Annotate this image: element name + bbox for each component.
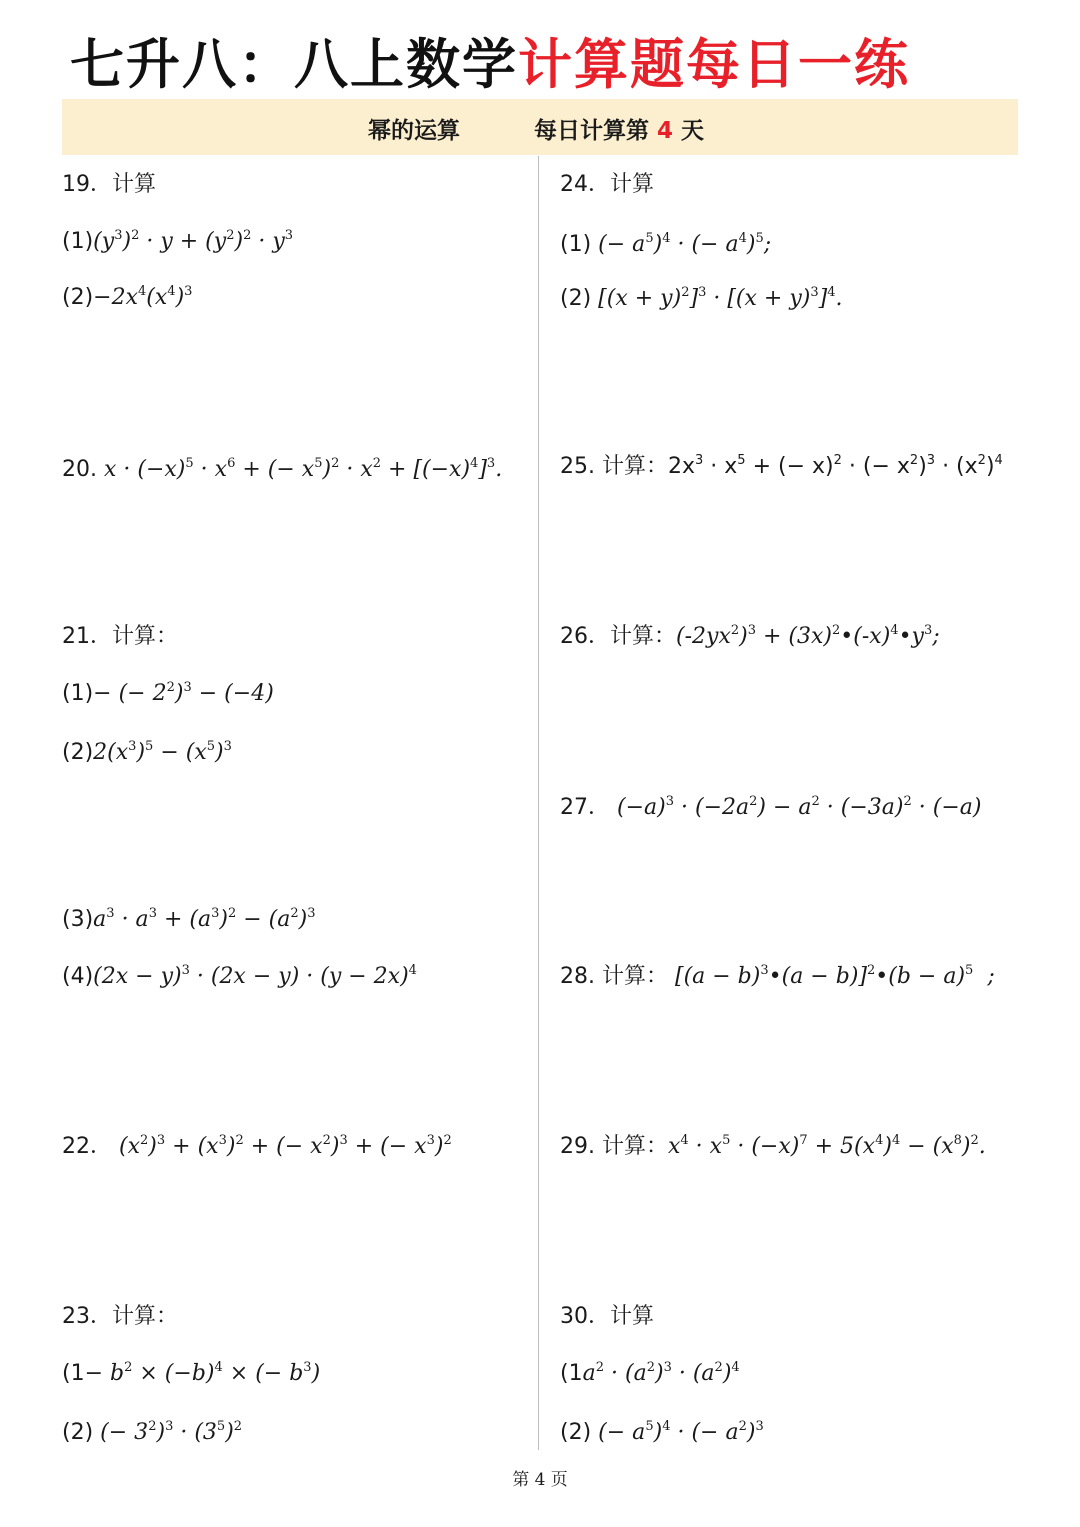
- page-number: 第 4 页: [512, 1470, 568, 1490]
- problem-21-part-2: $(2)2(x^3)^5 - (x^5)^3$: [62, 739, 232, 765]
- day-label: [534, 112, 704, 145]
- problem-23-heading: 23．计算：: [62, 1304, 178, 1329]
- problem-24-part-2: (2) $[(x + y)^2]^3 \cdot [(x + y)^3]^4$.: [560, 285, 843, 311]
- title-black: 七升八：八上数学: [70, 32, 518, 96]
- problem-28: 28. 计算： [$(a - b)^3•(a$ − b)]$^2$•(b − a)$^5$ ;: [560, 963, 995, 989]
- problem-30-part-2: (2) (− $a^5)^4$ · (− $a^2)^3$: [560, 1419, 764, 1445]
- problem-21-part-3: $(3)a^3 \cdot a^3 + (a^3)^2 - (a^2)^3$: [62, 906, 316, 932]
- problem-24-part-1: (1) (− $a^5)^4$ · (− $a^4)^5$;: [560, 231, 772, 257]
- problem-21-heading: 21．计算：: [62, 624, 178, 649]
- problem-21-part-4: $(4)(2x - y)^3 \cdot (2x - y) \cdot (y - 2x)^4$: [62, 963, 417, 989]
- column-divider: [538, 156, 539, 1450]
- problem-26: 26．计算：$(-2yx^2)^3$ + $(3x)^2•(-x)^4•y^3$;: [560, 623, 940, 649]
- problem-23-part-1: ($1- b^2 \times (-b)^4$ × (− $b^3$): [62, 1360, 321, 1386]
- problem-19-part-1: $(1)(y^3)^2 \cdot y + (y^2)^2 \cdot y^3$: [62, 228, 294, 254]
- problem-20: 20. $x \cdot (-x)^5 \cdot x^6$ + (− $x^5)^2 \cdot x^2 + [(-x)^4]^3$.: [62, 456, 503, 482]
- topic-label: 幂的运算: [368, 118, 460, 144]
- day-prefix: 每日计算第: [534, 118, 658, 144]
- problem-30-heading: 30．计算: [560, 1304, 654, 1329]
- problem-24-heading: 24．计算: [560, 172, 654, 197]
- title-red: 计算题每日一练: [518, 32, 910, 96]
- header-band: [62, 99, 1018, 155]
- problem-19-part-2: $(2)-2x^4(x^4)^3$: [62, 284, 193, 310]
- problem-21-part-1: (1)− (− $2^2)^3 - (-4)$: [62, 680, 274, 706]
- day-number: 4: [657, 118, 674, 144]
- problem-22: 22． $(x^2)^3 + (x^3)^2$ + (− $x^2)^3$ + (− $x^3)^2$: [62, 1133, 452, 1159]
- page-title: [0, 22, 980, 99]
- day-suffix: 天: [673, 118, 705, 144]
- problem-19-heading: 19．计算: [62, 172, 156, 197]
- problem-27: 27． $(-a)^3 \cdot (-2a^2) - a^2 \cdot (-3a)^2 \cdot (-a)$: [560, 794, 982, 820]
- problem-29: 29. 计算：$x^4 \cdot x^5 \cdot (-x)^7 + 5(x^4)^4 - (x^8)^2$.: [560, 1133, 986, 1159]
- problem-23-part-2: (2) (− $3^2)^3 \cdot (3^5)^2$: [62, 1419, 243, 1445]
- problem-25: 25. 计算：$2x^3 \cdot x^5$ + (− x)$^2$ · (− $x^2)^3 \cdot (x^2)^4$: [560, 453, 1003, 479]
- problem-30-part-1: ($1a^2 \cdot (a^2)^3 \cdot (a^2)^4$: [560, 1360, 740, 1386]
